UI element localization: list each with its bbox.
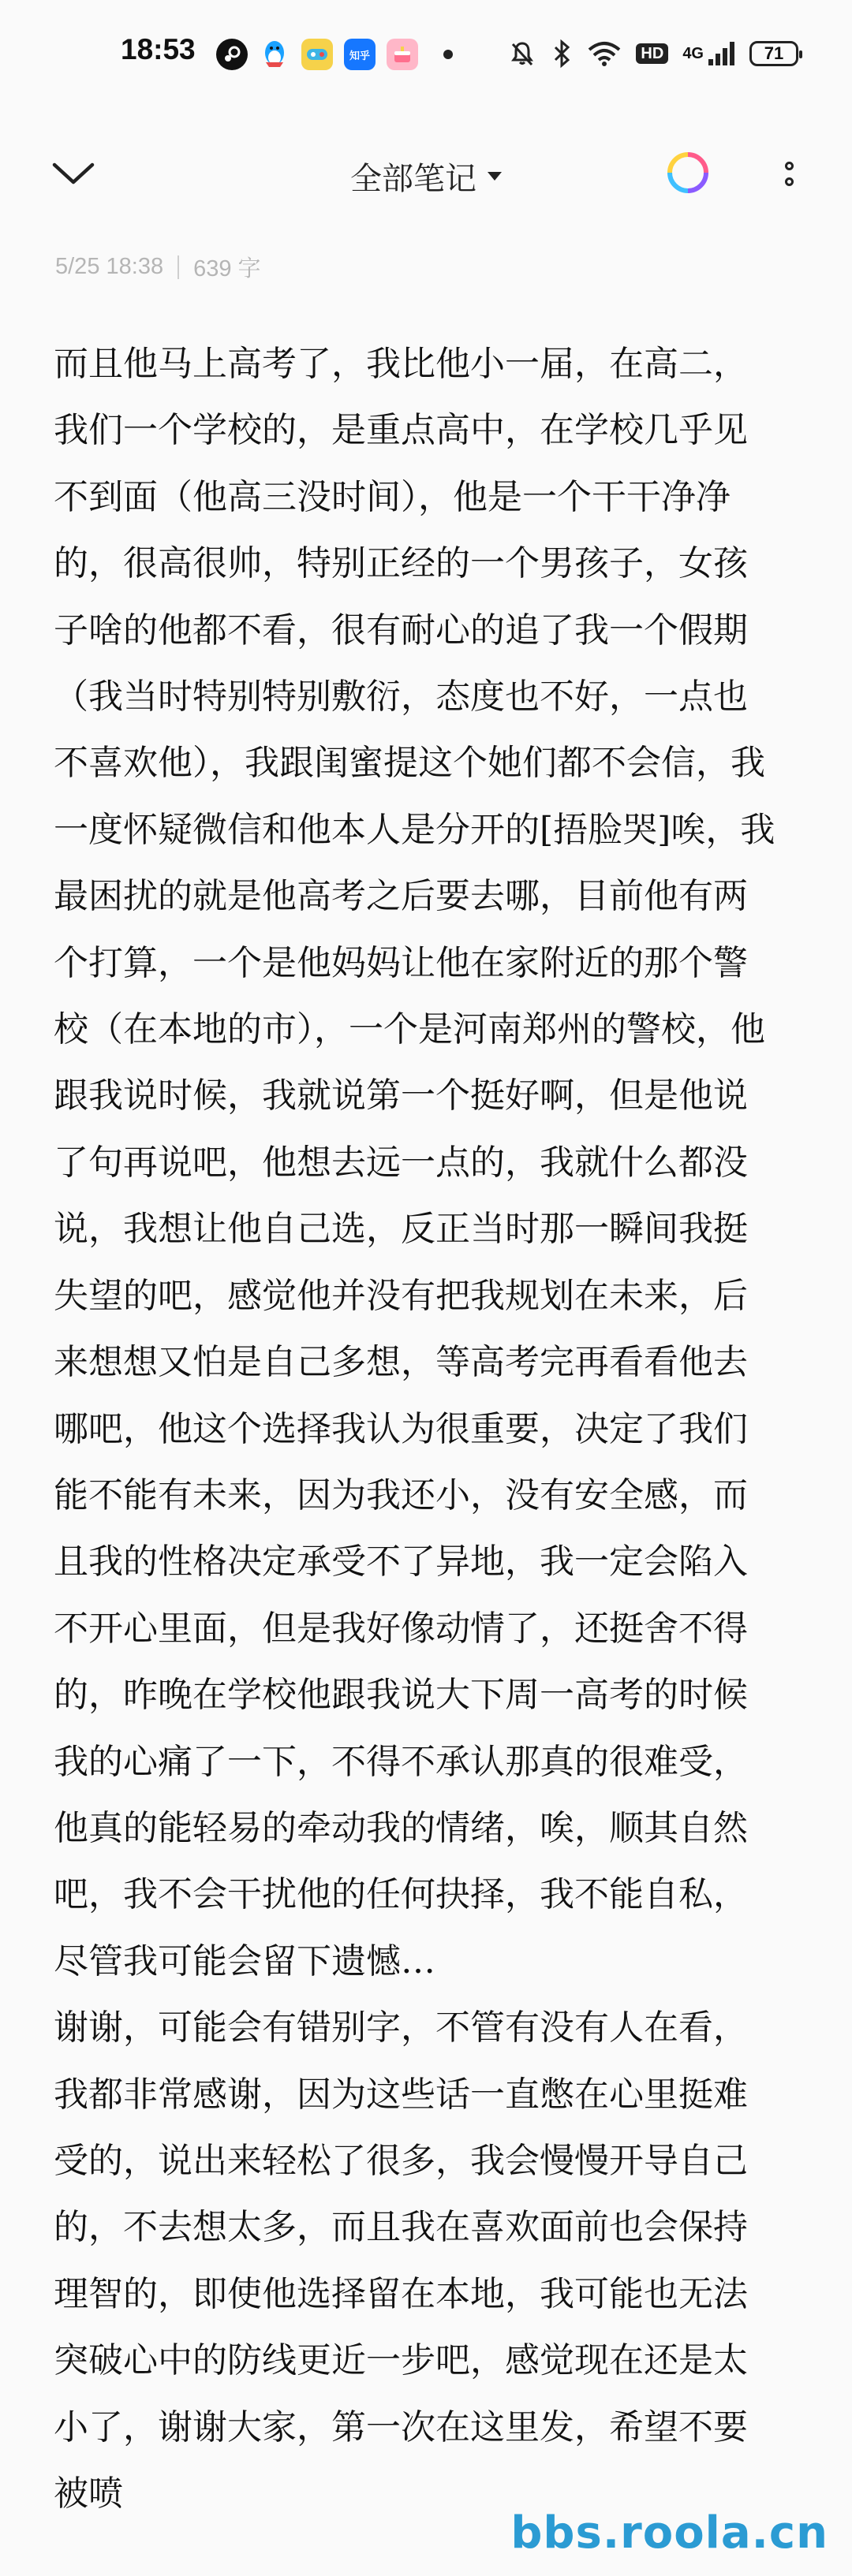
theme-color-button[interactable] (665, 150, 711, 196)
page-title: 全部笔记 (350, 161, 476, 197)
note-char-count: 639 字 (193, 256, 261, 281)
note-paragraph: 而且他马上高考了，我比他小一届，在高二，我们一个学校的，是重点高中，在学校几乎见不到面（他高三没时间），他是一个干干净净的，很高很帅，特别正经的一个男孩子，女孩子啥的他都不看，很有耐心的追了我一个假期（我当时特别特别敷衍，态度也不好，一点也不喜欢他），我跟闺蜜提这个她们都不会信，我一度怀疑微信和他本人是分开的[捂脸哭]唉，我最困扰的就是他高考之后要去哪，目前他有两个打算，一个是他妈妈让他在家附近的那个警校（在本地的市），一个是河南郑州的警校，他跟我说时候，我就说第一个挺好啊，但是他说了句再说吧，他想去远一点的，我就什么都没说，我想让他自己选，反正当时那一瞬间我挺失望的吧，感觉他并没有把我规划在未来，后来想想又怕是自己多想，等高考完再看看他去哪吧，他这个选择我认为很重要，决定了我们能不能有未来，因为我还小，没有安全感，而且我的性格决定承受不了异地，我一定会陷入不开心里面，但是我好像动情了，还挺舍不得的，昨晚在学校他跟我说大下周一高考的时候我的心痛了一下，不得不承认那真的很难受，他真的能轻易的牵动我的情绪，唉，顺其自然吧，我不会干扰他的任何抉择，我不能自私，尽管我可能会留下遗憾… (54, 344, 775, 1981)
watermark: bbs.roola.cn (510, 2507, 828, 2559)
game-icon (301, 39, 333, 70)
more-dot-icon (785, 162, 794, 170)
bluetooth-icon (551, 39, 573, 69)
caret-down-icon (488, 172, 502, 181)
note-paragraph: 谢谢，可能会有错别字，不管有没有人在看，我都非常感谢，因为这些话一直憋在心里挺难受的，说出来轻松了很多，我会慢慢开导自己的，不去想太多，而且我在喜欢面前也会保持理智的，即使他选择留在本地，我可能也无法突破心中的防线更近一步吧，感觉现在还是太小了，谢谢大家，第一次在这里发，希望不要被喷 (54, 2007, 748, 2514)
more-dot-icon (785, 177, 794, 186)
battery-indicator (749, 41, 798, 66)
title-bar (0, 126, 852, 221)
signal-icon (682, 40, 735, 67)
zhihu-icon-label: 知乎 (349, 49, 370, 62)
system-icons (508, 32, 798, 76)
note-meta (55, 251, 261, 283)
steam-like-icon (216, 39, 248, 70)
color-ring-icon (667, 151, 709, 194)
note-date: 5/25 18:38 (55, 254, 164, 279)
network-type: 4G (682, 45, 704, 62)
more-notifications-dot (443, 50, 453, 59)
mute-bell-icon (508, 39, 536, 68)
note-body[interactable] (54, 331, 779, 2527)
meta-divider (178, 255, 179, 279)
notification-icons (216, 35, 453, 74)
wifi-icon (587, 40, 622, 67)
hd-badge: HD (636, 43, 668, 64)
zhihu-icon (344, 39, 376, 70)
cake-app-icon (387, 39, 418, 70)
battery-level: 71 (764, 43, 784, 63)
folder-selector[interactable] (0, 154, 852, 199)
status-time: 18:53 (121, 33, 196, 65)
status-bar (0, 0, 852, 110)
qq-penguin-icon (259, 39, 290, 70)
more-options-button[interactable] (765, 148, 813, 199)
